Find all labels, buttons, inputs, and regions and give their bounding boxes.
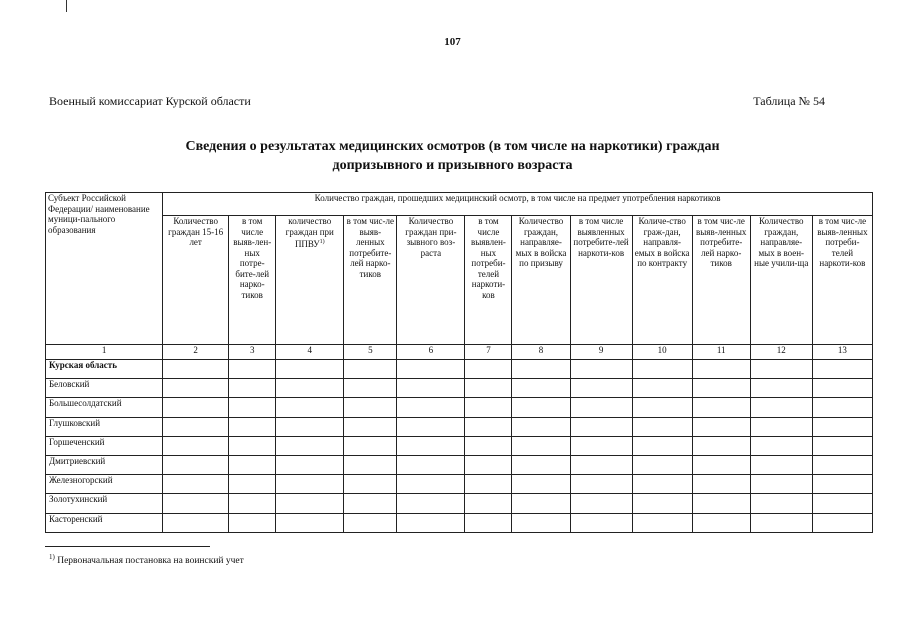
table-cell [512,475,570,494]
table-cell [692,359,750,378]
table-row [46,475,873,494]
page-number: 107 [444,36,461,48]
column-number: 5 [344,344,397,359]
table-cell [397,475,465,494]
table-cell [632,398,692,417]
table-cell [692,436,750,455]
table-cell [750,359,812,378]
column-header: в том чис-ле выяв-ленных потреби-телей наркоти-ков [812,216,872,345]
table-cell [750,436,812,455]
table-number: Таблица № 54 [753,94,825,108]
table-cell [465,359,512,378]
table-cell [750,398,812,417]
table-cell [344,475,397,494]
table-cell [163,398,229,417]
table-cell [632,436,692,455]
table-cell [397,359,465,378]
table-cell [465,456,512,475]
table-cell [632,475,692,494]
row-name: Беловский [46,379,163,398]
table-cell [276,513,344,532]
table-cell [465,398,512,417]
corner-header: Субъект Российской Федерации/ наименование муници-пального образования [46,193,163,345]
table-cell [465,379,512,398]
table-cell [229,475,276,494]
table-cell [632,513,692,532]
table-cell [465,475,512,494]
table-cell [276,456,344,475]
column-header: в том числе выяв-лен-ных потре-бите-лей нарко-тиков [229,216,276,345]
table-cell [570,359,632,378]
column-header: Количе-ство граж-дан, направля-емых в войска по контракту [632,216,692,345]
table-cell [512,379,570,398]
table-cell [812,417,872,436]
table-cell [163,379,229,398]
table-cell [570,417,632,436]
table-cell [512,456,570,475]
table-cell [163,436,229,455]
table-cell [812,475,872,494]
document-title [0,137,905,175]
table-row [46,417,873,436]
table-cell [812,436,872,455]
column-number: 9 [570,344,632,359]
table-cell [632,456,692,475]
table-cell [692,494,750,513]
column-header: в том числе выявлен-ных потреби-телей наркоти-ков [465,216,512,345]
table-cell [276,417,344,436]
table-cell [397,398,465,417]
table-cell [812,456,872,475]
footnote-marker: 1) [49,553,55,561]
column-number: 7 [465,344,512,359]
table-cell [632,379,692,398]
table-cell [229,513,276,532]
column-number: 10 [632,344,692,359]
footnote-text: Первоначальная постановка на воинский учет [57,556,244,567]
table-cell [750,417,812,436]
table-cell [397,494,465,513]
table-cell [397,379,465,398]
table-cell [692,456,750,475]
column-number: 6 [397,344,465,359]
table-cell [812,359,872,378]
table-cell [570,379,632,398]
table-cell [229,359,276,378]
table-cell [632,494,692,513]
table-cell [229,398,276,417]
table-row [46,398,873,417]
table-cell [163,359,229,378]
table-row [46,456,873,475]
table-cell [465,436,512,455]
table-cell [750,379,812,398]
organization-name: Военный комиссариат Курской области [49,94,251,108]
table-cell [229,456,276,475]
column-number: 3 [229,344,276,359]
table-cell [512,436,570,455]
table-row [46,436,873,455]
table-cell [750,513,812,532]
table-cell [512,359,570,378]
table-cell [397,417,465,436]
column-header: Количество граждан, направляе-мых в воен-ные учили-ща [750,216,812,345]
table-cell [344,359,397,378]
table-cell [344,398,397,417]
footnote-separator [45,546,210,547]
column-header: в том числе выявленных потребите-лей наркоти-ков [570,216,632,345]
table-cell [344,513,397,532]
column-number: 4 [276,344,344,359]
table-cell [163,494,229,513]
table-cell [692,513,750,532]
table-cell [570,398,632,417]
table-cell [570,475,632,494]
row-name: Касторенский [46,513,163,532]
table-cell [750,456,812,475]
column-header: Количество граждан при-зывного воз-раста [397,216,465,345]
column-header-text: количество граждан при ППВУ [285,216,334,250]
table-row [46,494,873,513]
column-number: 11 [692,344,750,359]
title-line-1: Сведения о результатах медицинских осмотров (в том числе на наркотики) граждан [185,139,720,154]
table-cell [692,417,750,436]
table-cell [397,513,465,532]
table-cell [570,494,632,513]
medical-exam-table [45,192,873,533]
table-cell [344,456,397,475]
table-row [46,513,873,532]
column-header: Количество граждан 15-16 лет [163,216,229,345]
table-cell [276,475,344,494]
column-number: 8 [512,344,570,359]
column-header [276,216,344,345]
table-cell [163,456,229,475]
table-cell [512,513,570,532]
table-cell [692,379,750,398]
table-cell [465,513,512,532]
table-cell [229,494,276,513]
column-header: в том чис-ле выяв-ленных потребите-лей нарко-тиков [692,216,750,345]
table-cell [465,494,512,513]
column-number: 2 [163,344,229,359]
table-cell [570,436,632,455]
table-cell [163,475,229,494]
table-cell [512,417,570,436]
table-cell [570,456,632,475]
table-row [46,379,873,398]
table-cell [276,359,344,378]
column-number: 12 [750,344,812,359]
row-name: Горшеченский [46,436,163,455]
table-cell [344,494,397,513]
table-cell [397,436,465,455]
column-number: 13 [812,344,872,359]
table-cell [692,398,750,417]
row-name: Дмитриевский [46,456,163,475]
title-line-2: допризывного и призывного возраста [332,158,573,173]
row-name: Золотухинский [46,494,163,513]
table-cell [276,436,344,455]
table-cell [570,513,632,532]
table-cell [512,494,570,513]
table-cell [229,436,276,455]
table-cell [397,456,465,475]
table-cell [276,494,344,513]
table-cell [812,398,872,417]
column-number-row [46,344,873,359]
table-cell [344,417,397,436]
table-cell [229,417,276,436]
table-cell [465,417,512,436]
row-name: Железногорский [46,475,163,494]
table-cell [812,379,872,398]
table-cell [750,494,812,513]
column-number: 1 [46,344,163,359]
table-cell [512,398,570,417]
table-cell [632,417,692,436]
table-cell [344,379,397,398]
table-cell [229,379,276,398]
column-header: в том чис-ле выяв-ленных потребите-лей нарко-тиков [344,216,397,345]
table-cell [692,475,750,494]
main-header: Количество граждан, прошедших медицинский осмотр, в том числе на предмет употребления наркотиков [163,193,873,216]
footnote-marker: 1) [319,239,325,246]
table-cell [163,513,229,532]
row-name: Курская область [46,359,163,378]
table-cell [163,417,229,436]
table-cell [812,494,872,513]
column-header: Количество граждан, направляе-мых в войска по призыву [512,216,570,345]
row-name: Большесолдатский [46,398,163,417]
table-cell [276,379,344,398]
table-row [46,359,873,378]
page-corner-line [66,0,67,12]
footnote [49,553,244,566]
table-cell [632,359,692,378]
row-name: Глушковский [46,417,163,436]
table-cell [750,475,812,494]
table-cell [344,436,397,455]
table-cell [812,513,872,532]
table-cell [276,398,344,417]
